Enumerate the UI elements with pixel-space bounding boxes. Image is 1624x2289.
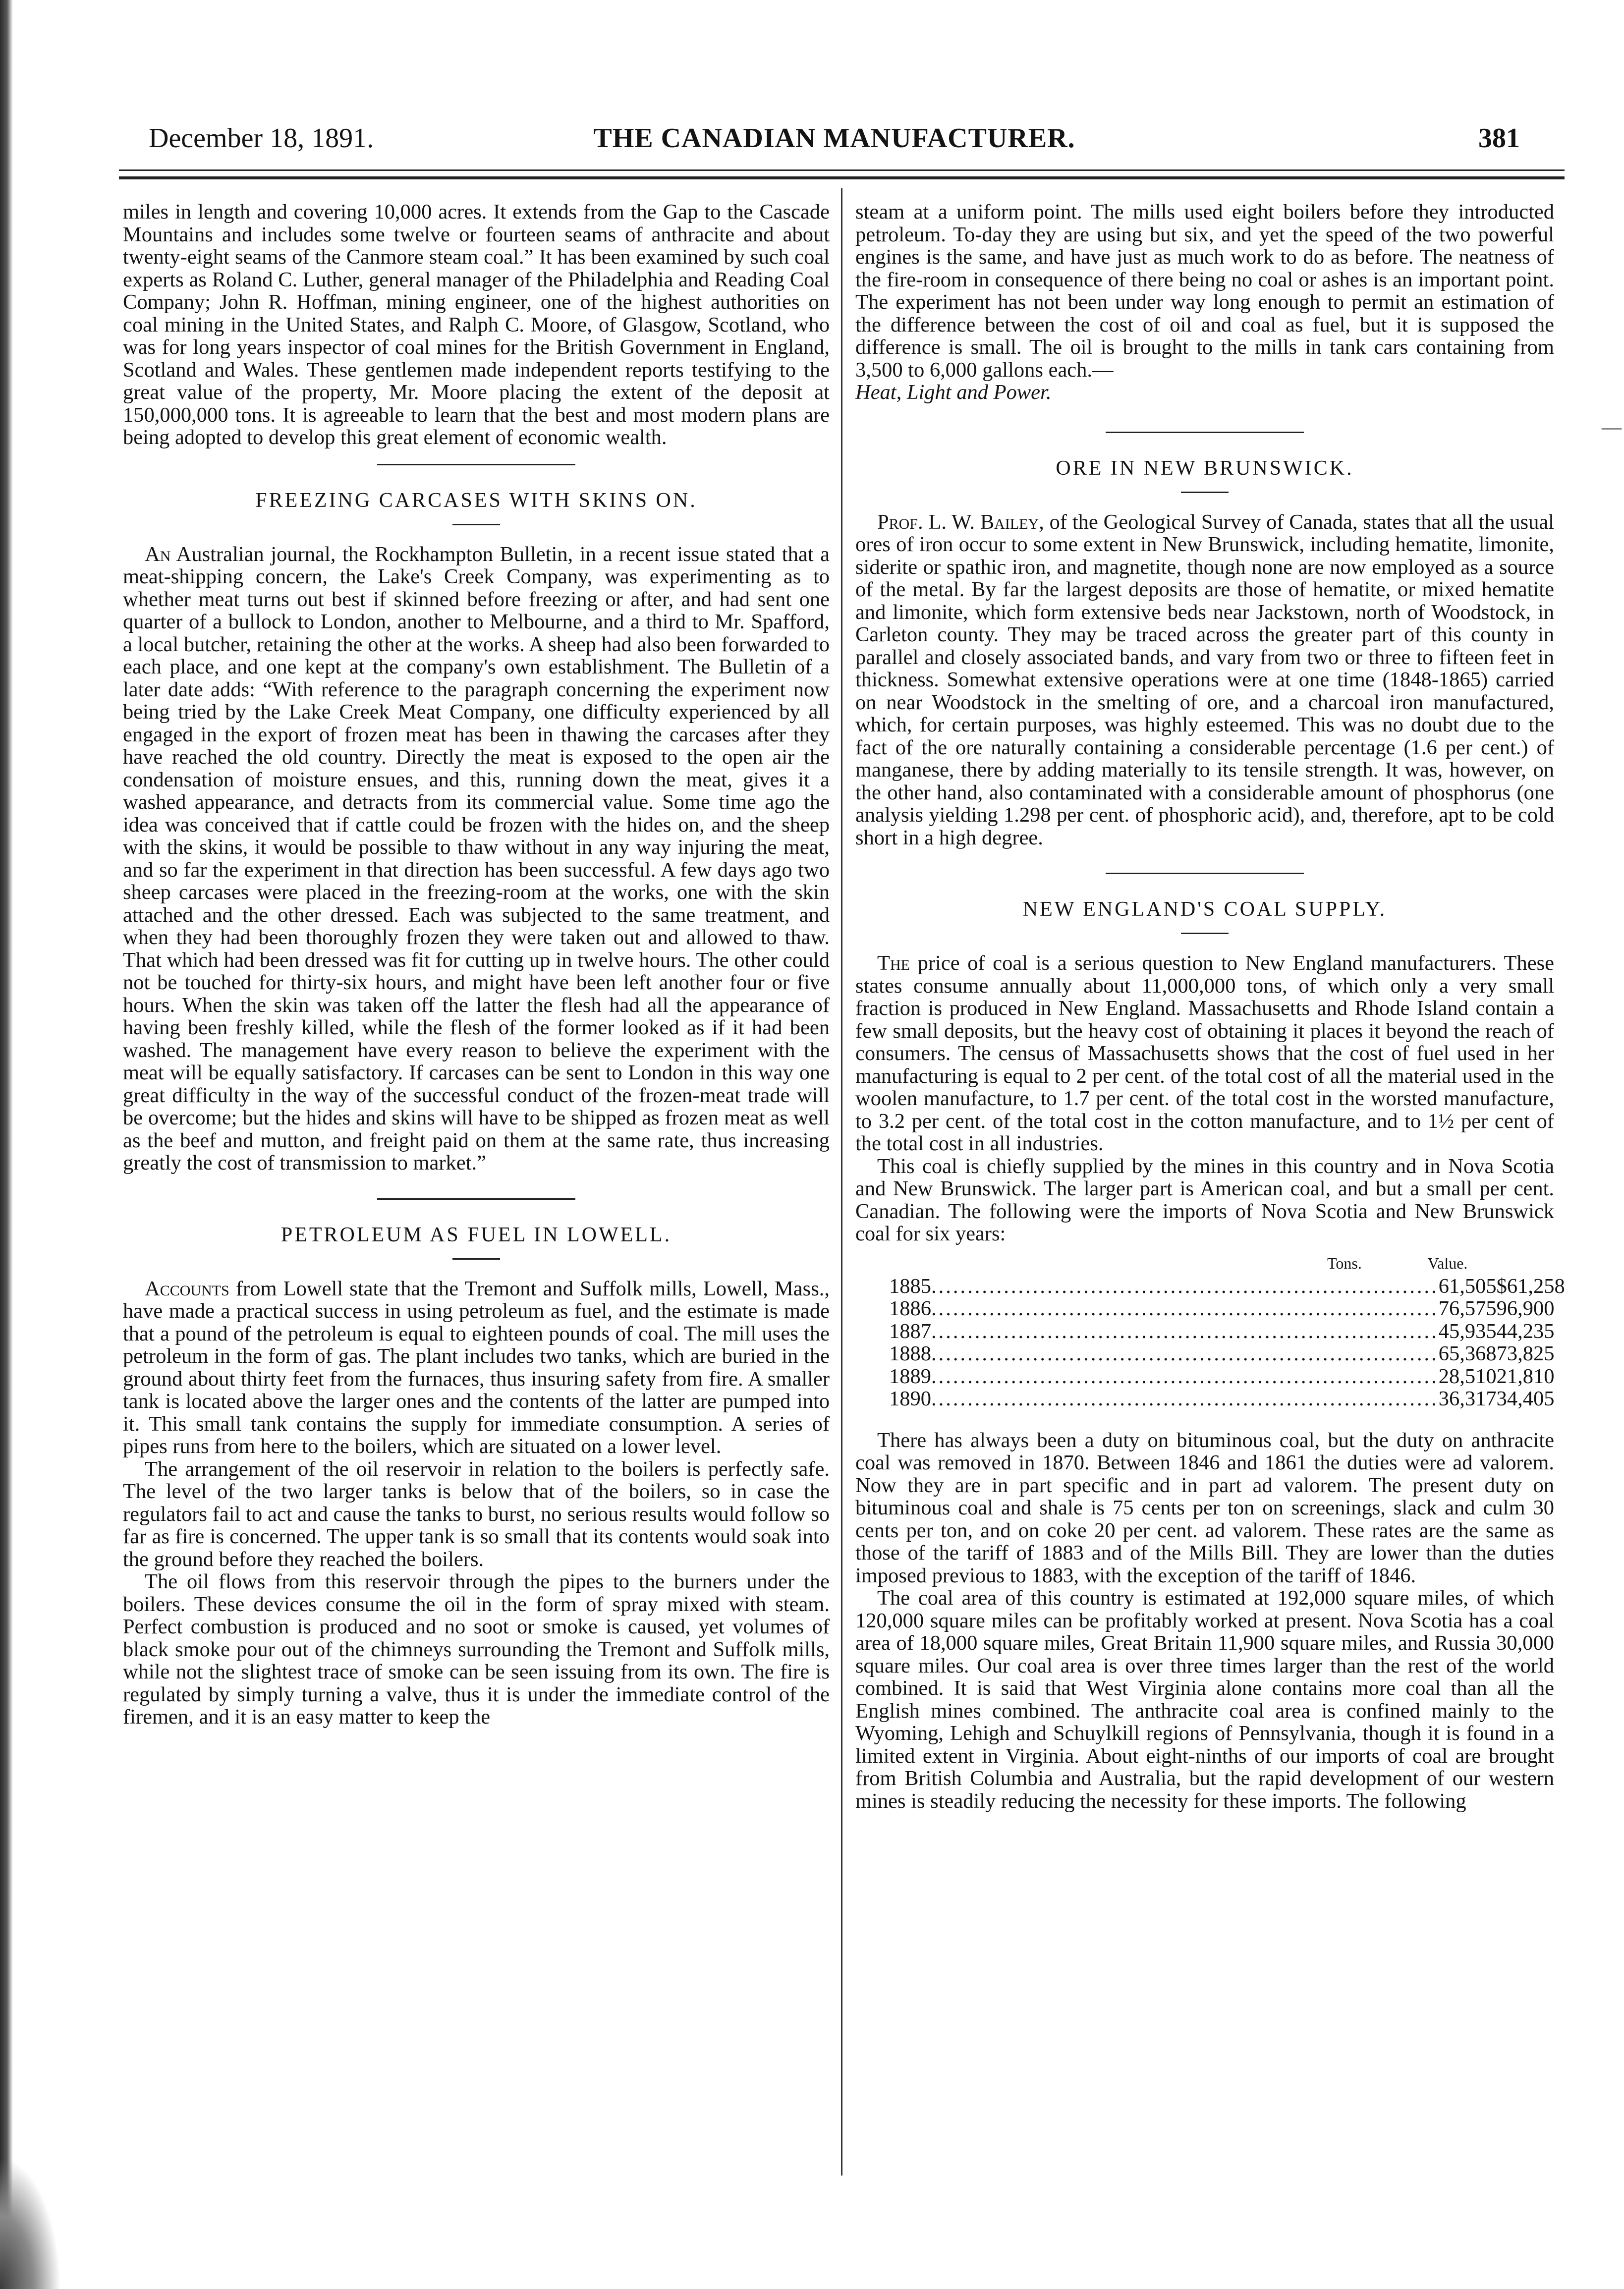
table-row xyxy=(855,1388,1554,1410)
row-tons: 61,505 xyxy=(1438,1274,1497,1298)
header-rule-thin xyxy=(119,169,1565,171)
article-separator xyxy=(1106,873,1304,874)
column-header-tons: Tons. xyxy=(1327,1254,1362,1272)
title-rule xyxy=(452,1258,500,1260)
row-value: 34,405 xyxy=(1496,1387,1555,1410)
dot-leader: ...................................................................... xyxy=(931,1342,1439,1365)
row-tons: 65,368 xyxy=(1438,1342,1497,1365)
table-row xyxy=(855,1365,1554,1388)
row-value: 44,235 xyxy=(1496,1319,1555,1343)
table-row xyxy=(855,1297,1554,1320)
table-header xyxy=(855,1252,1554,1275)
lead-word: The xyxy=(877,951,910,975)
coal-imports-table xyxy=(855,1252,1565,1410)
table-row xyxy=(855,1320,1554,1343)
row-tons: 76,575 xyxy=(1438,1297,1497,1320)
page-header xyxy=(149,121,1520,156)
publication-title: THE CANADIAN MANUFACTURER. xyxy=(593,123,1075,154)
row-value: 96,900 xyxy=(1496,1297,1555,1320)
article-paragraph: The coal area of this country is estimated at 192,000 square miles, of which 120,000 square miles can be profitably worked at present. Nova Scotia has a coal area of 18,000 square miles, Great Britain 11,900 square miles, and Russia 30,000 square miles. Our coal area is over three times larger than the rest of the world combined. It is said that West Virginia alone contains more coal than all the English mines combined. The anthracite coal area is confined mainly to the Wyoming, Lehigh and Schuylkill regions of Pennsylvania, though it is found in a limited extent in Virginia. About eight-ninths of our imports of coal are brought from British Columbia and Australia, but the rapid development of our western mines is steadily reducing the necessity for these imports. The following xyxy=(855,1586,1554,1813)
header-rule-thick xyxy=(119,176,1565,179)
article-body-ore xyxy=(855,511,1554,849)
title-rule xyxy=(1181,933,1229,934)
left-column xyxy=(123,201,830,2183)
continued-article-text: miles in length and covering 10,000 acres. It extends from the Gap to the Cascade Mountains and includes some twelve or fourteen seams of anthracite and about twenty-eight seams of the Canmore steam coal.” It has been examined by such coal experts as Roland C. Luther, general manager of the Philadelphia and Reading Coal Company; John R. Hoffman, mining engineer, one of the highest authorities on coal mining in the United States, and Ralph C. Moore, of Glasgow, Scotland, who was for long years inspector of coal mines for the British Government in England, Scotland and Wales. These gentlemen made independent reports testifying to the great value of the property, Mr. Moore placing the extent of the deposit at 150,000,000 tons. It is agreeable to learn that the best and most modern plans are being adopted to develop this great element of economic wealth. xyxy=(123,200,830,449)
source-credit: Heat, Light and Power. xyxy=(855,381,1052,404)
row-year: 1889 xyxy=(889,1364,931,1388)
scan-corner-shadow xyxy=(0,2160,59,2289)
dot-leader: ...................................................................... xyxy=(931,1387,1439,1410)
table-row xyxy=(855,1342,1554,1365)
article-separator xyxy=(377,464,575,465)
page-number: 381 xyxy=(1478,123,1520,154)
row-year: 1888 xyxy=(889,1342,931,1365)
paragraph-text: from Lowell state that the Tremont and Suffolk mills, Lowell, Mass., have made a practical success in using petroleum as fuel, and the estimate is made that a pound of the petroleum is equal to eighteen pounds of coal. The mill uses the petroleum in the form of gas. The plant includes two tanks, which are buried in the ground about thirty feet from the furnaces, thus insuring safety from fire. A smaller tank is located above the larger ones and the contents of the latter are pumped into it. This small tank contains the supply for immediate consumption. A series of pipes runs from here to the boilers, which are situated on a lower level. xyxy=(123,1277,830,1458)
lead-word: An xyxy=(145,542,171,566)
article-title-ore: ORE IN NEW BRUNSWICK. xyxy=(1056,456,1354,480)
article-paragraph: The arrangement of the oil reservoir in relation to the boilers is perfectly safe. The level of the two larger tanks is below that of the boilers, so in case the regulators fail to act and cause the tanks to burst, no serious results would follow so far as fire is concerned. The upper tank is so small that its contents would soak into the ground before they reached the boilers. xyxy=(123,1457,830,1571)
lead-word: Accounts xyxy=(145,1277,229,1300)
paragraph-text: price of coal is a serious question to New England manufacturers. These states consume annually about 11,000,000 tons, of which only a very small fraction is produced in New England. Massachusetts and Rhode Island contain a few small deposits, but the heavy cost of obtaining it places it beyond the reach of consumers. The census of Massachusetts shows that the cost of fuel used in her manufacturing is equal to 2 per cent. of the total cost of all the material used in the woolen manufacture, to 1.7 per cent. of the total cost in the worsted manufacture, to 3.2 per cent. of the total cost in the cotton manufacture, and to 1½ per cent of the total cost in all industries. xyxy=(855,951,1554,1155)
row-year: 1885 xyxy=(889,1274,931,1298)
article-body-petroleum xyxy=(123,1278,830,1458)
article-separator xyxy=(1106,432,1304,433)
lead-word: Prof. L. W. Bailey, xyxy=(877,510,1044,534)
title-rule xyxy=(1181,492,1229,493)
dot-leader: ...................................................................... xyxy=(931,1274,1439,1298)
title-rule xyxy=(452,524,500,525)
row-value: $61,258 xyxy=(1496,1274,1565,1298)
dot-leader: ...................................................................... xyxy=(931,1319,1439,1343)
dot-leader: ...................................................................... xyxy=(931,1297,1439,1320)
row-year: 1890 xyxy=(889,1387,931,1410)
paragraph-text: steam at a uniform point. The mills used eight boilers before they introducted petroleum. To-day they are using but six, and yet the speed of the two powerful engines is the same, and have just as much work to do as before. The neatness of the fire-room in consequence of there being no coal or ashes is an important point. The experiment has not been under way long enough to permit an estimation of the difference between the cost of oil and coal as fuel, but it is supposed the difference is small. The oil is brought to the mills in tank cars containing from 3,500 to 6,000 gallons each.— xyxy=(855,200,1554,382)
scan-binding-shadow xyxy=(0,0,13,2289)
row-year: 1886 xyxy=(889,1297,931,1320)
row-value: 73,825 xyxy=(1496,1342,1555,1365)
article-body-coal xyxy=(855,952,1554,1155)
article-separator xyxy=(377,1198,575,1200)
continued-article-text xyxy=(855,201,1554,404)
row-value: 21,810 xyxy=(1496,1364,1555,1388)
column-divider xyxy=(841,188,842,2176)
article-body-freezing xyxy=(123,543,830,1174)
article-paragraph: There has always been a duty on bituminous coal, but the duty on anthracite coal was removed in 1870. Between 1846 and 1861 the duties were ad valorem. Now they are in part specific and in part ad valorem. The present duty on bituminous coal and shale is 75 cents per ton on screenings, slack and culm 30 cents per ton, and on coke 20 per cent. ad valorem. These rates are the same as those of the tariff of 1883 and of the Mills Bill. They are lower than the duties imposed previous to 1883, with the exception of the tariff of 1846. xyxy=(855,1428,1554,1587)
margin-dash-mark: — xyxy=(1602,416,1622,438)
table-row xyxy=(855,1274,1565,1298)
article-paragraph: This coal is chiefly supplied by the mines in this country and in Nova Scotia and New Brunswick. The larger part is American coal, and but a small per cent. Canadian. The following were the imports of Nova Scotia and New Brunswick coal for six years: xyxy=(855,1154,1554,1245)
right-column xyxy=(855,200,1565,2183)
row-tons: 28,510 xyxy=(1438,1364,1497,1388)
dot-leader: ...................................................................... xyxy=(931,1364,1439,1388)
paragraph-text: Australian journal, the Rockhampton Bulletin, in a recent issue stated that a meat-shipping concern, the Lake's Creek Company, was experimenting as to whether meat turns out best if skinned before freezing or after, and had sent one quarter of a bullock to London, another to Melbourne, and a third to Mr. Spafford, a local butcher, retaining the other at the works. A sheep had also been forwarded to each place, and one kept at the company's own establishment. The Bulletin of a later date adds: “With reference to the paragraph concerning the experiment now being tried by the Lake Creek Meat Company, one difficulty experienced by all engaged in the export of frozen meat has been in thawing the carcases after they have reached the old country. Directly the meat is exposed to the open air the condensation of moisture ensues, and this, running down the meat, gives it a washed appearance, and detracts from its commercial value. Some time ago the idea was conceived that if cattle could be frozen with the hides on, and the sheep with the skins, it would be possible to thaw without in any way injuring the meat, and so far the experiment in that direction has been successful. A few days ago two sheep carcases were placed in the freezing-room at the works, one with the skin attached and the other dressed. Each was subjected to the same treatment, and when they had been thoroughly frozen they were taken out and allowed to thaw. That which had been dressed was fit for cutting up in twelve hours. The other could not be touched for thirty-six hours, and might have been left another four or five hours. When the skin was taken off the latter the flesh had all the appearance of having been freshly killed, while the flesh of the former looked as if it had been washed. The management have every reason to believe the experiment with the meat will be equally satisfactory. If carcases can be sent to London in this way one great difficulty in the way of the successful conduct of the frozen-meat trade will be overcome; but the hides and skins will have to be shipped as frozen meat as well as the beef and mutton, and freight paid on them at the same rate, thus increasing greatly the cost of transmission to market.” xyxy=(123,542,830,1174)
column-header-value: Value. xyxy=(1427,1254,1468,1272)
paragraph-text: of the Geological Survey of Canada, states that all the usual ores of iron occur to some extent in New Brunswick, including hematite, limonite, siderite or spathic iron, and magnetite, though none are now employed as a source of the metal. By far the largest deposits are those of hematite, or mixed hematite and limonite, which form extensive beds near Jackstown, north of Woodstock, in Carleton county. They may be traced across the greater part of this county in parallel and closely associated bands, and vary from two or three to fifteen feet in thickness. Somewhat extensive operations were at one time (1848-1865) carried on near Woodstock in the smelting of ore, and a charcoal iron manufactured, which, for certain purposes, was highly esteemed. This was no doubt due to the fact of the ore naturally containing a considerable percentage (1.6 per cent.) of manganese, there by adding materially to its tensile strength. It was, however, on the other hand, also contaminated with a considerable amount of phosphorus (one analysis yielding 1.298 per cent. of phosphoric acid), and, therefore, apt to be cold short in a high degree. xyxy=(855,510,1554,849)
article-title-coal: NEW ENGLAND'S COAL SUPPLY. xyxy=(1022,898,1387,921)
article-paragraph: The oil flows from this reservoir through the pipes to the burners under the boilers. These devices consume the oil in the form of spray mixed with steam. Perfect combustion is produced and no soot or smoke is caused, yet volumes of black smoke pour out of the chimneys surrounding the Tremont and Suffolk mills, while not the slightest trace of smoke can be seen issuing from its own. The fire is regulated by simply turning a valve, thus it is under the immediate control of the firemen, and it is an easy matter to keep the xyxy=(123,1570,830,1729)
row-tons: 45,935 xyxy=(1438,1319,1497,1343)
row-tons: 36,317 xyxy=(1438,1387,1497,1410)
article-title-freezing: FREEZING CARCASES WITH SKINS ON. xyxy=(255,489,697,512)
row-year: 1887 xyxy=(889,1319,931,1343)
article-title-petroleum: PETROLEUM AS FUEL IN LOWELL. xyxy=(280,1223,672,1246)
issue-date: December 18, 1891. xyxy=(149,123,374,154)
